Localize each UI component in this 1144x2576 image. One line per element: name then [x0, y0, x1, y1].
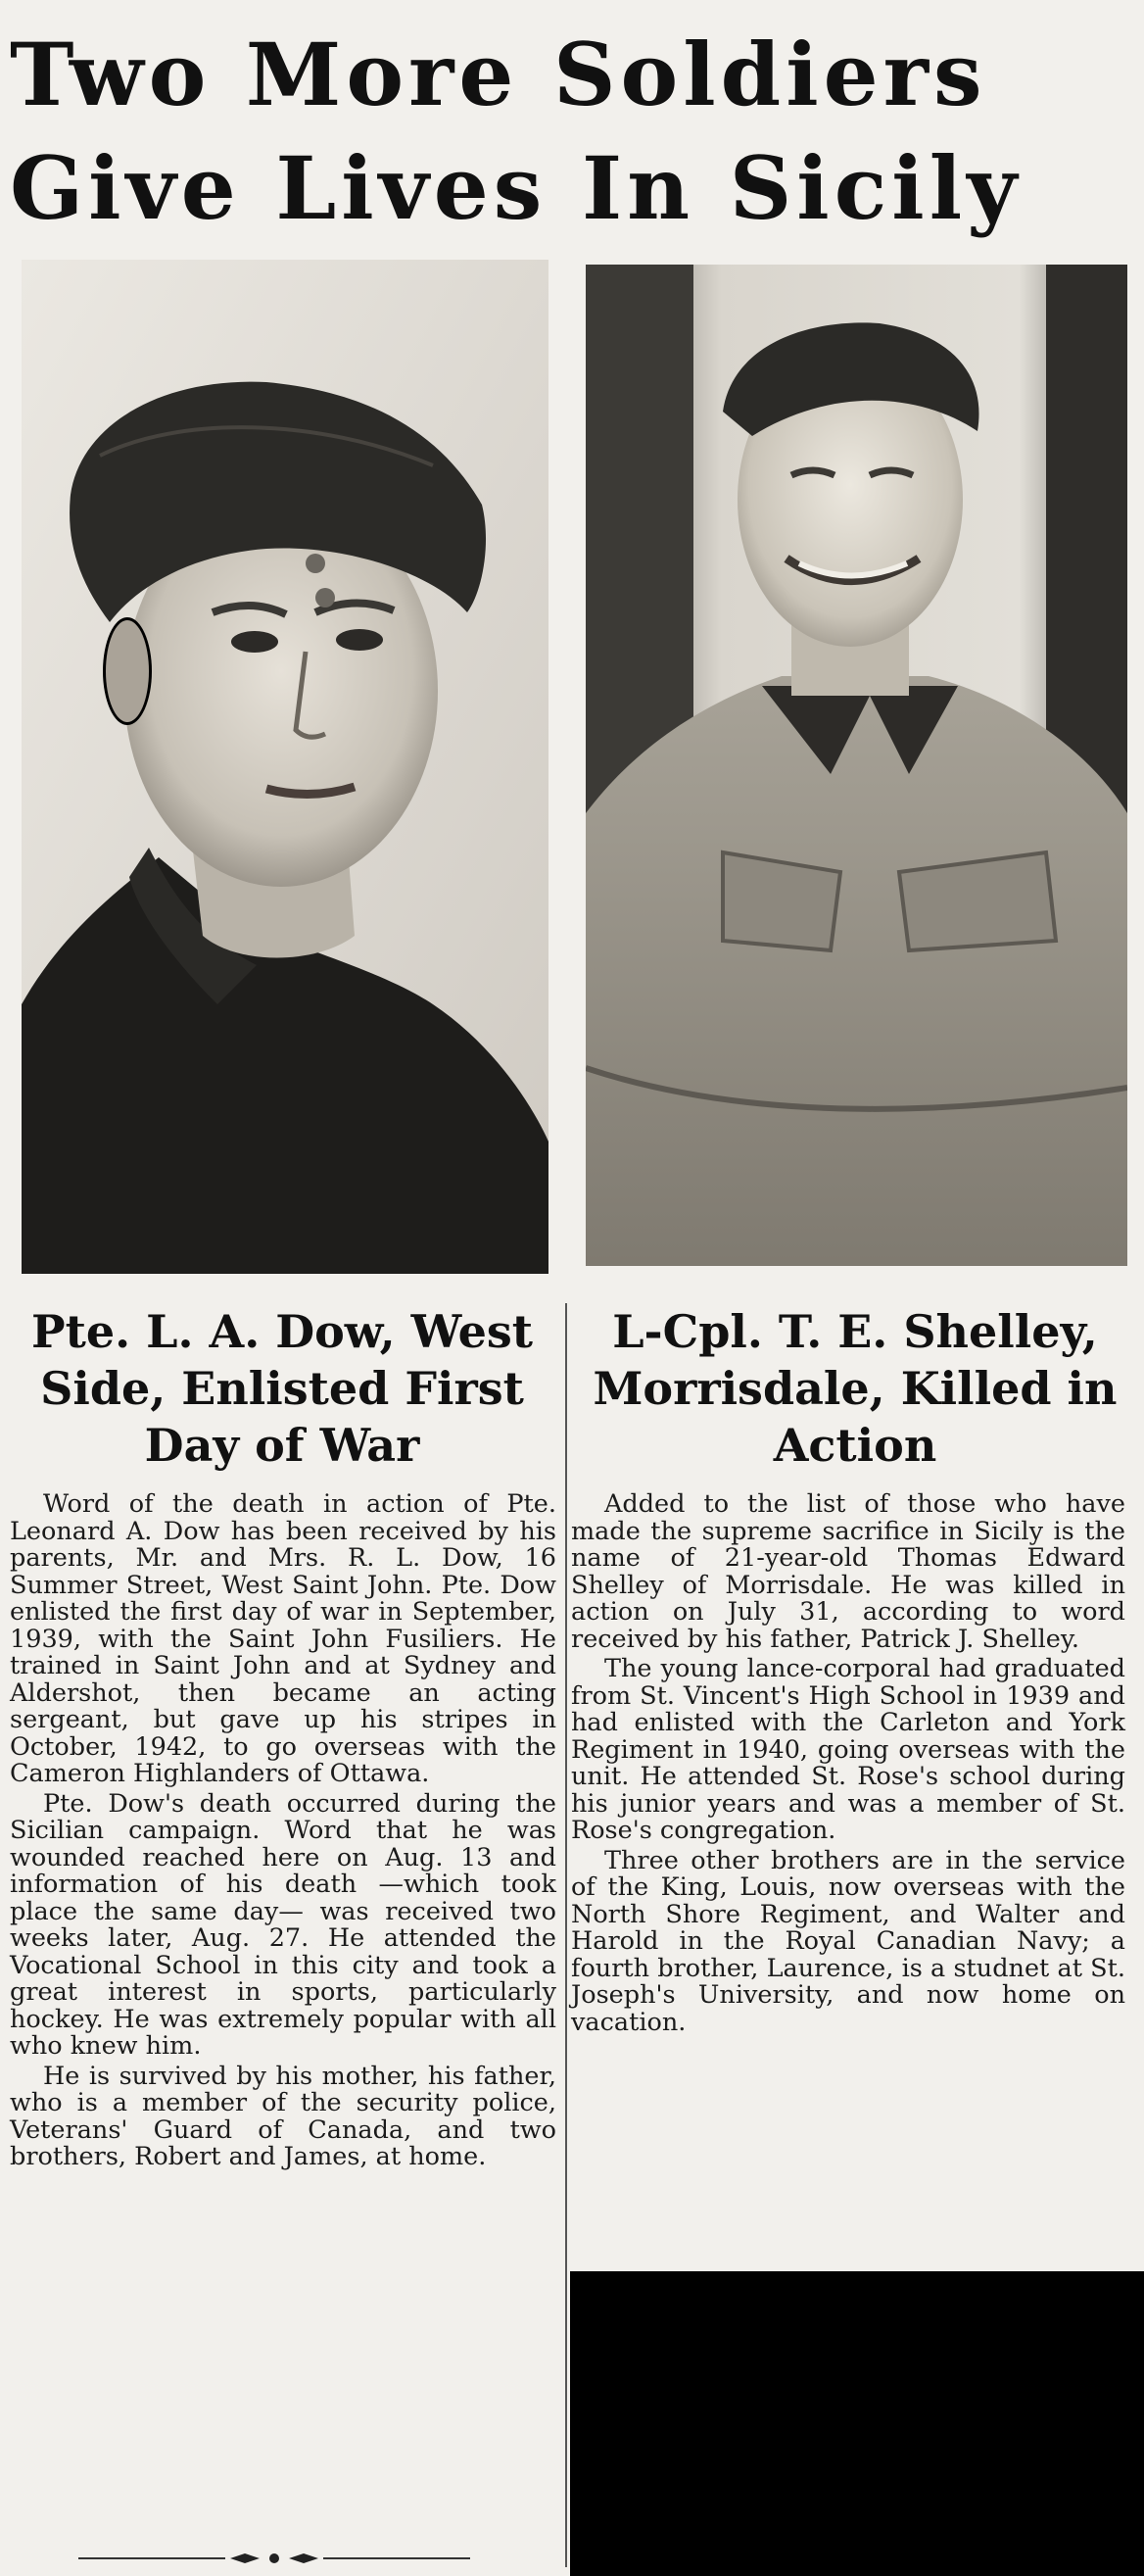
headline — [10, 18, 1136, 245]
paragraph: He is survived by his mother, his father, who is a member of the security police, Veterans' Guard of Canada, and two brothers, Robert and James, at home. — [10, 2061, 556, 2171]
column-divider — [565, 1303, 567, 2567]
subhead-shelley: L-Cpl. T. E. Shelley, Morrisdale, Killed in Action — [593, 1305, 1118, 1472]
divider-ornament-icon — [78, 2552, 470, 2565]
blank-area — [570, 2271, 1144, 2576]
paragraph: The young lance-corporal had graduated from St. Vincent's High School in 1939 and had enlisted with the Carleton and York Regiment in 1940, going overseas with the unit. He attended St. Rose's school during his junior years and was a member of St. Rose's congregation. — [571, 1654, 1125, 1845]
headline-line-1: Two More Soldiers — [10, 24, 987, 125]
photo-pte-dow — [22, 260, 548, 1274]
paragraph: Three other brothers are in the service of the King, Louis, now overseas with the North Shore Regiment, and Walter and Harold in the Royal Canadian Navy; a fourth brother, Laurence, is a studnet at St. Joseph's University, and now home on vacation. — [571, 1845, 1125, 2037]
paragraph: Added to the list of those who have made the supreme sacrifice in Sicily is the name of 21-year-old Thomas Edward Shelley of Morrisdale. He was killed in action on July 31, according to word received by his father, Patrick J. Shelley. — [571, 1489, 1125, 1654]
subhead-dow: Pte. L. A. Dow, West Side, Enlisted First Day of War — [31, 1305, 533, 1472]
article-dow — [10, 1491, 556, 2174]
paragraph: Pte. Dow's death occurred during the Sicilian campaign. Word that he was wounded reached here on Aug. 13 and information of his death —which took place the same day— was received two weeks later, Aug. 27. He attended the Vocational School in this city and took a great interest in sports, particularly hockey. He was extremely popular with all who knew him. — [10, 1788, 556, 2061]
photo-lcpl-shelley — [586, 265, 1127, 1266]
article-shelley — [571, 1491, 1125, 2039]
headline-line-2: Give Lives In Sicily — [10, 137, 1023, 239]
soldier-portrait-icon — [586, 265, 1127, 1266]
paragraph: Word of the death in action of Pte. Leonard A. Dow has been received by his parents, Mr. and Mrs. R. L. Dow, 16 Summer Street, West Saint John. Pte. Dow enlisted the first day of war in September, 1939, with the Saint John Fusiliers. He trained in Saint John and at Sydney and Aldershot, then became an acting sergeant, but gave up his stripes in October, 1942, to go overseas with the Cameron Highlanders of Ottawa. — [10, 1489, 556, 1788]
soldier-portrait-icon — [22, 260, 548, 1274]
